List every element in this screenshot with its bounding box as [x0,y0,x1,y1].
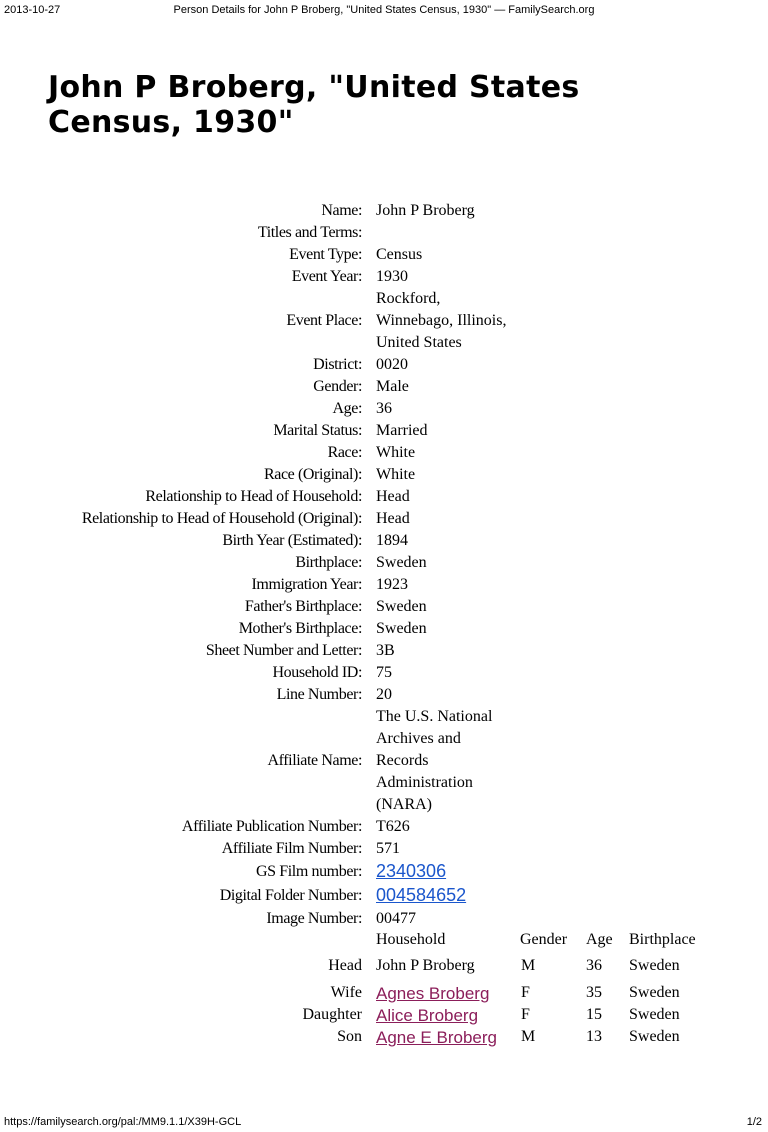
field-row-digital-folder-number [0,884,768,908]
field-value-line: 3B [376,642,395,659]
field-label: Sheet Number and Letter: [205,642,362,659]
member-relationship: Daughter [302,1006,362,1023]
field-row-relationship-to-head-of-household [0,486,768,508]
field-value [376,684,516,706]
field-label: Digital Folder Number: [219,887,362,904]
field-value-line: 1923 [376,576,408,593]
field-value [376,376,516,398]
field-label: Birthplace: [295,554,362,571]
field-row-affiliate-name [0,706,768,816]
field-label: Marital Status: [273,422,362,439]
field-value [376,244,516,266]
field-value-line: Head [376,488,410,505]
field-row-age [0,398,768,420]
household-table [0,931,768,1050]
member-relationship: Wife [330,984,362,1001]
field-value [376,354,516,376]
field-label: Mother's Birthplace: [238,620,362,637]
field-value-line: 20 [376,686,392,703]
member-birthplace: Sweden [629,957,680,974]
member-name-link[interactable]: Agnes Broberg [376,984,490,1003]
page-title: John P Broberg, "United States Census, 1930" [48,70,580,140]
member-gender: F [521,984,530,1001]
field-value [376,640,516,662]
digital-folder-number-link[interactable]: 004584652 [376,885,467,905]
print-date: 2013-10-27 [4,4,61,16]
field-label: Event Year: [291,268,362,285]
member-age: 36 [586,957,602,974]
print-page-number: 1/2 [746,1116,762,1128]
member-name-link[interactable]: Alice Broberg [376,1006,479,1025]
household-header-row [0,931,768,953]
field-value-line: 1930 [376,268,408,285]
field-value-line: T626 [376,818,410,835]
field-value [376,860,516,884]
field-value [376,508,516,530]
field-value [376,530,516,552]
field-label: Titles and Terms: [257,224,362,241]
member-name: John P Broberg [376,957,475,974]
field-value [376,662,516,684]
field-label: Age: [332,400,362,417]
field-row-birth-year-estimated [0,530,768,552]
field-label: Immigration Year: [251,576,362,593]
household-header-age: Age [586,931,613,948]
field-row-race-original [0,464,768,486]
field-label: Relationship to Head of Household: [145,488,362,505]
field-row-relationship-to-head-of-household-original [0,508,768,530]
field-label: Affiliate Film Number: [221,840,362,857]
field-label: Line Number: [276,686,362,703]
field-row-race [0,442,768,464]
field-value-line: Sweden [376,554,427,571]
field-row-household-id [0,662,768,684]
field-value [376,442,516,464]
field-value [376,464,516,486]
member-gender: F [521,1006,530,1023]
field-value-line: Administration [376,774,473,791]
field-value [376,420,516,442]
field-value-line: Census [376,246,423,263]
field-value [376,398,516,420]
field-value [376,618,516,640]
field-row-image-number [0,908,768,930]
field-value [376,816,516,838]
print-url: https://familysearch.org/pal:/MM9.1.1/X39H-GCL [4,1116,242,1128]
field-label: Father's Birthplace: [244,598,362,615]
field-value-line: 571 [376,840,400,857]
member-name-link[interactable]: Agne E Broberg [376,1028,497,1047]
field-label: Relationship to Head of Household (Original): [81,510,362,527]
field-row-event-place [0,288,768,354]
field-label: Affiliate Publication Number: [181,818,362,835]
field-row-line-number [0,684,768,706]
member-age: 35 [586,984,602,1001]
field-value [376,908,516,930]
field-label: District: [313,356,362,373]
field-row-affiliate-publication-number [0,816,768,838]
field-value [376,288,516,354]
field-value [376,486,516,508]
field-value-line: 0020 [376,356,408,373]
field-value [376,552,516,574]
field-value [376,838,516,860]
field-row-birthplace [0,552,768,574]
field-row-event-type [0,244,768,266]
field-value [376,884,516,908]
household-member-row [0,1006,768,1028]
field-row-marital-status [0,420,768,442]
field-label: Affiliate Name: [267,752,362,769]
field-label: Household ID: [272,664,362,681]
field-value-line: White [376,466,416,483]
member-relationship: Son [337,1028,362,1045]
field-value-line: (NARA) [376,796,432,813]
field-label: Event Type: [289,246,362,263]
field-label: Birth Year (Estimated): [222,532,362,549]
field-label: Gender: [313,378,362,395]
member-birthplace: Sweden [629,1028,680,1045]
field-value-line: 36 [376,400,392,417]
field-value-line: Winnebago, Illinois, [376,312,507,329]
print-page-title: Person Details for John P Broberg, "United States Census, 1930" — FamilySearch.org [173,4,595,16]
household-header-household: Household [376,931,446,948]
member-age: 15 [586,1006,602,1023]
member-gender: M [521,957,536,974]
field-value [376,596,516,618]
field-value-line: The U.S. National [376,708,493,725]
gs-film-number-link[interactable]: 2340306 [376,861,447,881]
field-value-line: Married [376,422,428,439]
field-value-line: Rockford, [376,290,441,307]
field-row-titles-and-terms [0,222,768,244]
field-row-name [0,200,768,222]
field-label: Event Place: [286,312,362,329]
field-value [376,200,516,222]
field-row-gs-film-number [0,860,768,884]
household-header-birthplace: Birthplace [629,931,696,948]
field-value-line: 1894 [376,532,408,549]
field-row-affiliate-film-number [0,838,768,860]
field-label: GS Film number: [255,863,362,880]
household-header-gender: Gender [520,931,568,948]
field-value-line: John P Broberg [376,202,475,219]
member-age: 13 [586,1028,602,1045]
field-value-line: Archives and [376,730,461,747]
member-birthplace: Sweden [629,984,680,1001]
field-row-mother-s-birthplace [0,618,768,640]
field-row-gender [0,376,768,398]
field-label: Race (Original): [264,466,362,483]
field-label: Image Number: [266,910,362,927]
record-details [0,200,768,930]
field-row-event-year [0,266,768,288]
field-value-line: 75 [376,664,392,681]
field-value-line: White [376,444,416,461]
household-member-row [0,957,768,979]
field-label: Name: [321,202,362,219]
field-value-line: Male [376,378,409,395]
field-row-sheet-number-and-letter [0,640,768,662]
field-value [376,706,516,816]
field-value [376,574,516,596]
field-label: Race: [327,444,362,461]
field-row-immigration-year [0,574,768,596]
member-relationship: Head [328,957,362,974]
field-row-father-s-birthplace [0,596,768,618]
field-value-line: Sweden [376,620,427,637]
member-birthplace: Sweden [629,1006,680,1023]
field-value-line: Sweden [376,598,427,615]
field-value-line: United States [376,334,462,351]
field-value-line: Head [376,510,410,527]
field-value [376,222,516,244]
field-value-line: Records [376,752,429,769]
household-member-row [0,984,768,1006]
household-member-row [0,1028,768,1050]
field-value-line: 00477 [376,910,416,927]
field-value [376,266,516,288]
member-gender: M [521,1028,536,1045]
field-row-district [0,354,768,376]
